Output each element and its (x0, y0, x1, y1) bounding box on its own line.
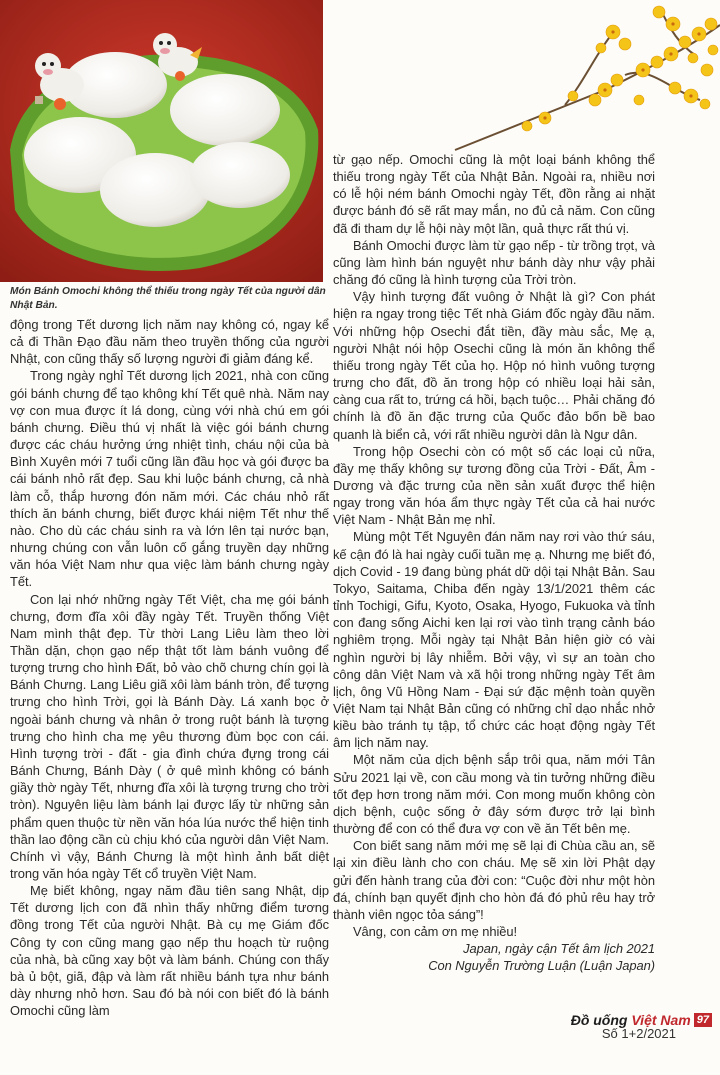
page-footer (571, 1012, 712, 1041)
apricot-blossom-decoration (445, 0, 720, 160)
paragraph: Con lại nhớ những ngày Tết Việt, cha mẹ gói bánh chưng, đơm đĩa xôi đầy ngày Tết. Truyền thống Việt Nam mình thật đẹp. Từ thời Lang Liêu làm theo lời Thần dặn, chọn gạo nếp thật tốt làm bánh vuông để tượng trưng cho hình Đất, bỏ vào chõ chưng chín gọi là Bánh Chưng. Lang Liêu giã xôi làm bánh tròn, để tượng trưng cho hình Trời, gọi là Bánh Dày. Lá xanh bọc ở ngoài bánh chưng và nhân ở trong ruột bánh là tượng trưng cho hình cha mẹ yêu thương đùm bọc con cái. Hình tượng trời - đất - gia đình chứa đựng trong cái Bánh Chưng, Bánh Dày ( ở quê mình không có bánh giầy thờ ngày Tết, nhưng đĩa xôi là tượng trưng cho trời tròn). Nguyên liệu làm bánh lại được lấy từ những sản phẩm quen thuộc từ nền văn hóa lúa nước thể hiện tinh thần lao động cần cù chịu khó của người dân Việt Nam. Chính vì vậy, Bánh Chưng là một hình ảnh bất diệt trong văn hóa ngày Tết cổ truyền Việt Nam. (10, 591, 329, 881)
paragraph: Vậy hình tượng đất vuông ở Nhật là gì? Con phát hiện ra ngay trong tiệc Tết nhà Giám đốc ngày đầu năm. Với những hộp Osechi đắt tiền, đầy màu sắc, Mẹ ạ, người Nhật nói hộp Osechi cũng là món ăn không thể thiếu trong ngày Tết của họ. Hộp nó hình vuông tượng trưng cho đất, đồ ăn trong hộp có nhiều loại hải sản, càng cua rất to, trứng cá hồi, bạch tuộc… Phải chăng đó chính là đồ ăn đặc trưng của Quốc đảo bốn bề bao quanh là biển cả, với rất nhiều người dân là Ngư dân. (333, 289, 655, 442)
paragraph: Trong ngày nghỉ Tết dương lịch 2021, nhà con cũng gói bánh chưng để tạo không khí Tết quê nhà. Năm nay vợ con mua được ít lá dong, cùng với nhà chú em gói bánh chưng. Điều thú vị nhất là việc gói bánh chưng được các cháu hưởng ứng nhiệt tình, cháu nội của bà Bình Xuyên mới 7 tuổi cũng lần đầu học và gói được ba cái bánh nhỏ rất đẹp. Sau khi luộc bánh chưng, cả nhà làm cỗ, thắp hương đón năm mới. Các cháu nhỏ rất thích ăn bánh chưng, biết được khái niệm Tết như thế nào. Cho dù các cháu sinh ra và lớn lên tại nước bạn, nhưng chúng con vẫn luôn cố gắng truyền dạy những văn hóa Việt Nam như qua việc làm bánh chưng ngày Tết. (10, 368, 329, 590)
paragraph: Trong hộp Osechi còn có một số các loại củ nữa, đầy mẹ thấy không sự tương đồng của Trời - Đất, Âm - Dương và đặc trưng của nền sản xuất được thể hiện ngay trong văn hóa ẩm thực ngày Tết của cả hai nước Việt Nam - Nhật Bản mẹ nhỉ. (333, 443, 655, 528)
article-column-left (10, 316, 329, 1019)
paragraph: Mùng một Tết Nguyên đán năm nay rơi vào thứ sáu, kế cận đó là hai ngày cuối tuần mẹ ạ. Nhưng mẹ biết đó, dịch Covid - 19 đang bùng phát dữ dội tại Nhật Bản. Sau Tokyo, Saitama, Chiba đến ngày 13/1/2021 thêm các tỉnh Tochigi, Gifu, Kyoto, Osaka, Hyogo, Fukuoka và tỉnh con đang sống Aichi ken lại rơi vào tình trạng cảnh báo nghiêm trọng. Mỗi ngày tại Nhật Bản hiện giờ có vài nghìn người bị lây nhiễm. Bởi vậy, vì sự an toàn cho công dân Việt Nam và xã hội trong những ngày Tết âm lịch, ông Vũ Hồng Nam - Đại sứ đặc mệnh toàn quyền Việt Nam tại Nhật Bản cũng có những chỉ dạo nhắc nhở kiều bào tránh tụ tập, tổ chức các hoạt động ngày Tết âm lịch năm nay. (333, 529, 655, 751)
magazine-title-black: Đồ uống (570, 1012, 632, 1028)
paragraph: Mẹ biết không, ngay năm đầu tiên sang Nhật, dịp Tết dương lịch con đã nhìn thấy những điểm tương đồng trong Tết của người Nhật. Bà cụ mẹ Giám đốc Công ty con cũng mang gạo nếp thu hoạch từ ruộng của nhà, bà cũng xay bột và làm bánh. Chúng con thấy bà ủ bột, giã, đập và làm rất nhiều bánh tựa như bánh dày nhưng nhỏ hơn. Sau đó bà nói con biết đó là bánh Omochi cũng làm (10, 883, 329, 1019)
paragraph: động trong Tết dương lịch năm nay không có, ngay kể cả đi Thần Đạo đầu năm theo truyền thống của người Nhật, con cũng thấy số lượng người đi giảm đáng kể. (10, 317, 329, 367)
signature-author: Con Nguyễn Trường Luận (Luận Japan) (428, 958, 655, 974)
signature-place-date: Japan, ngày cận Tết âm lịch 2021 (463, 941, 655, 957)
omochi-photo (0, 0, 323, 282)
article-column-right (333, 151, 655, 975)
paragraph: Một năm của dịch bệnh sắp trôi qua, năm mới Tân Sửu 2021 lại về, con cầu mong và tin tưởng những điều tốt đẹp hơn trong năm mới. Con mong muốn không còn dịch bệnh, cuộc sống ở đây sớm được trở lại bình thường để con có thể đưa vợ con về ăn Tết bên mẹ. (333, 752, 655, 837)
page-number: 97 (694, 1013, 712, 1027)
photo-caption: Món Bánh Omochi không thể thiếu trong ngày Tết của người dân Nhật Bản. (10, 286, 326, 311)
issue-number: Số 1+2/2021 (601, 1026, 676, 1041)
magazine-title-red: Việt Nam (631, 1012, 691, 1028)
paragraph: Vâng, con cảm ơn mẹ nhiều! (353, 924, 518, 940)
paragraph: từ gạo nếp. Omochi cũng là một loại bánh không thể thiếu trong ngày Tết của Nhật Bản. Ngoài ra, nhiều nơi có lễ hội ném bánh Omochi ngày Tết, đồn rằng ai nhặt được bánh đó sẽ rất may mắn, no đủ cả năm. Con cũng đã đi tham dự lễ hội này một lần, quả thực rất thú vị. (333, 152, 655, 236)
paragraph: Con biết sang năm mới mẹ sẽ lại đi Chùa cầu an, sẽ lại xin điều lành cho con cháu. Mẹ sẽ xin lời Phật dạy gửi đến hành trang của đời con: “Cuộc đời như một hòn đá, chính bạn quyết định cho hòn đá đó phủ rêu hay trở thành viên ngọc tỏa sáng”! (333, 838, 655, 922)
paragraph: Bánh Omochi được làm từ gạo nếp - từ trồng trọt, và cũng làm hình bán nguyệt như bánh dày như vậy phải chăng đó cũng là hình tượng của Trời tròn. (333, 237, 655, 288)
